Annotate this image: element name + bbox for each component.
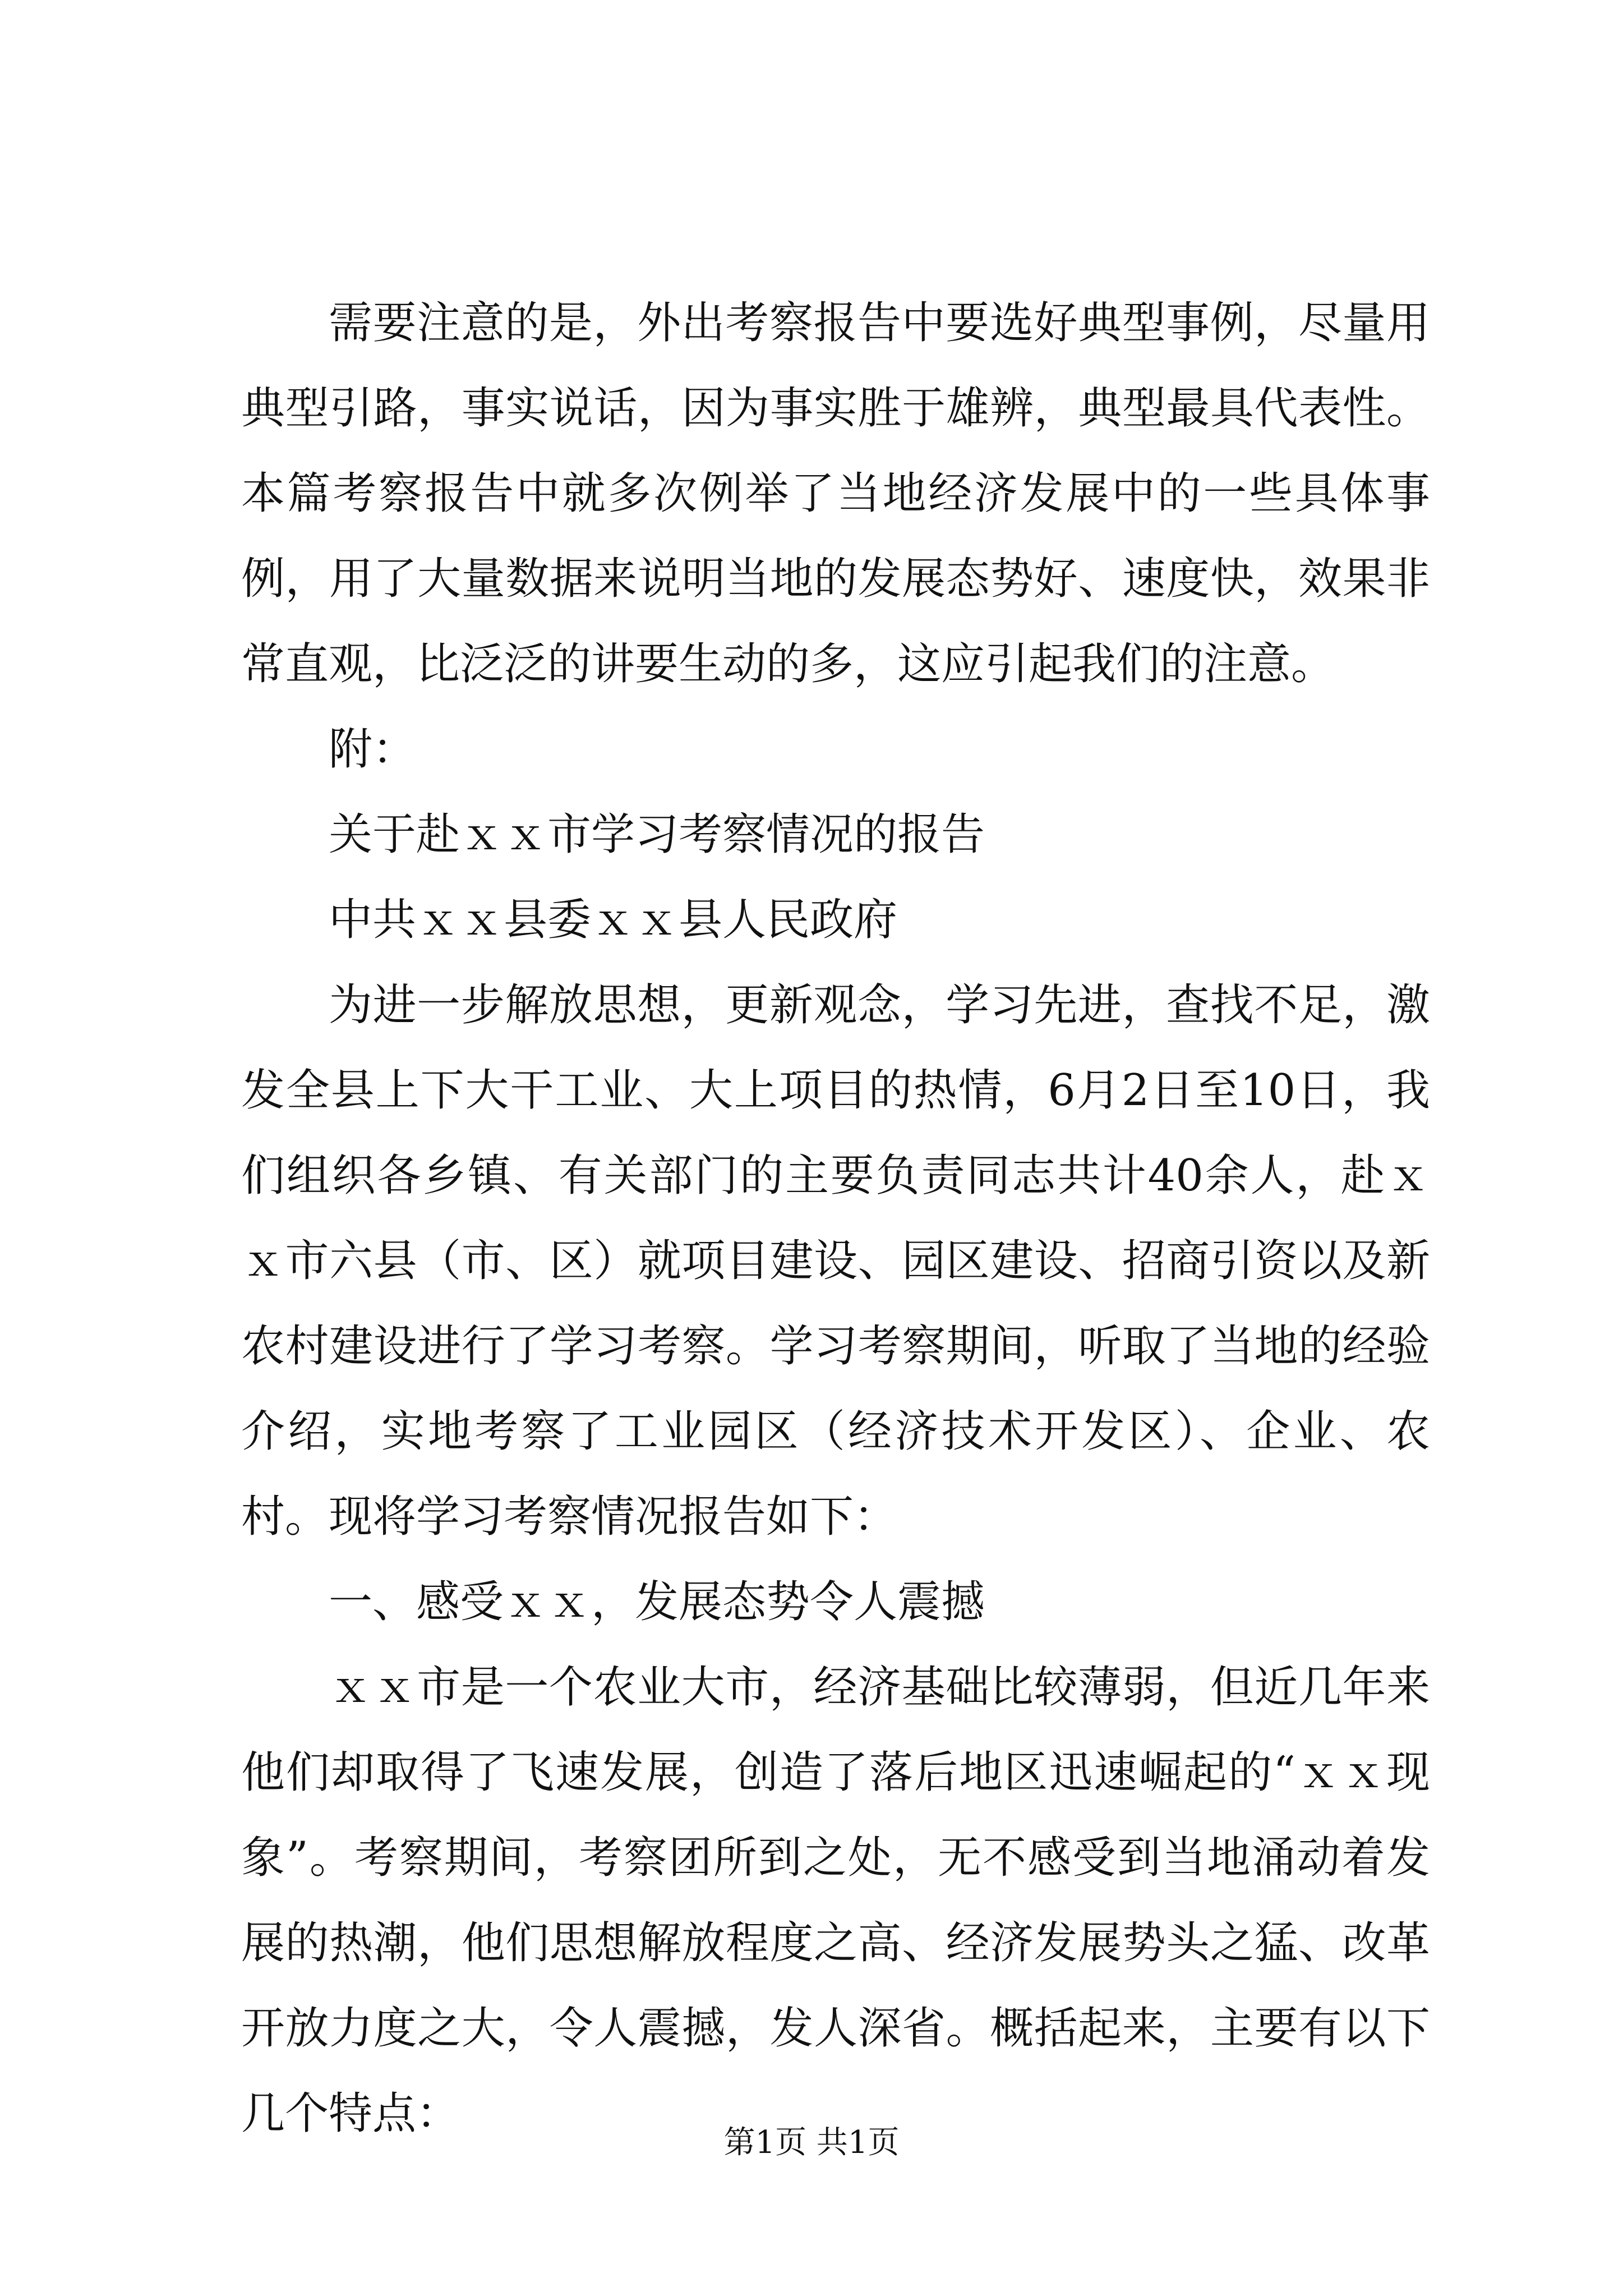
section-heading-1: 一、感受ｘｘ，发展态势令人震撼	[329, 1577, 985, 1627]
report-title: 关于赴ｘｘ市学习考察情况的报告	[329, 809, 985, 860]
document-body	[241, 280, 1430, 2156]
paragraph-intro: 为进一步解放思想，更新观念，学习先进，查找不足，激发全县上下大干工业、大上项目的热情，6月2日至10日，我们组织各乡镇、有关部门的主要负责同志共计40余人，赴ｘｘ市六县（市、区）就项目建设、园区建设、招商引资以及新农村建设进行了学习考察。学习考察期间，听取了当地的经验介绍，实地考察了工业园区（经济技术开发区）、企业、农村。现将学习考察情况报告如下：	[241, 980, 1430, 1542]
paragraph-section-1: ｘｘ市是一个农业大市，经济基础比较薄弱，但近几年来他们却取得了飞速发展，创造了落后地区迅速崛起的“ｘｘ现象”。考察期间，考察团所到之处，无不感受到当地涌动着发展的热潮，他们思想解放程度之高、经济发展势头之猛、改革开放力度之大，令人震撼，发人深省。概括起来，主要有以下几个特点：	[241, 1662, 1430, 2139]
paragraph-attachment-label: 附：	[329, 724, 417, 775]
paragraph-note: 需要注意的是，外出考察报告中要选好典型事例，尽量用典型引路，事实说话，因为事实胜于雄辨，典型最具代表性。本篇考察报告中就多次例举了当地经济发展中的一些具体事例，用了大量数据来说明当地的发展态势好、速度快，效果非常直观，比泛泛的讲要生动的多，这应引起我们的注意。	[241, 298, 1430, 689]
page-number: 第1页 共1页	[723, 2124, 900, 2161]
report-issuer: 中共ｘｘ县委ｘｘ县人民政府	[329, 895, 898, 945]
